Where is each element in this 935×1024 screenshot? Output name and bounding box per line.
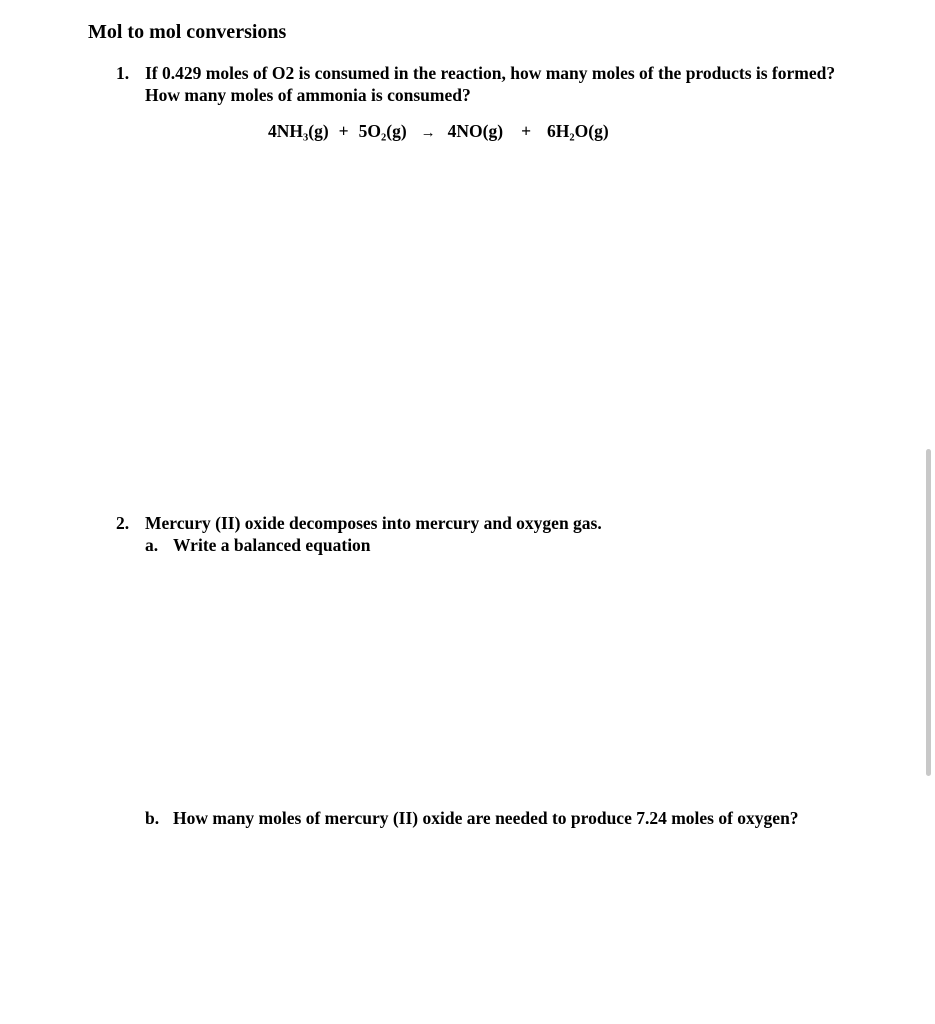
part-a-text: Write a balanced equation xyxy=(173,535,371,555)
equation-plus-sign: + xyxy=(521,121,532,141)
reaction-arrow-icon: → xyxy=(420,125,436,141)
part-b-label: b. xyxy=(145,808,160,828)
question-2-part-b xyxy=(145,807,805,829)
page-title: Mol to mol conversions xyxy=(88,21,287,43)
equation-plus-sign: + xyxy=(338,121,349,141)
vertical-scrollbar[interactable] xyxy=(926,449,931,776)
question-2 xyxy=(116,512,836,534)
question-2-number: 2. xyxy=(116,513,130,533)
question-1 xyxy=(116,62,836,106)
question-1-text: If 0.429 moles of O2 is consumed in the reaction, how many moles of the products is formed? How many moles of ammonia is consumed? xyxy=(145,63,836,105)
question-2-part-a xyxy=(145,534,371,556)
part-b-text: How many moles of mercury (II) oxide are needed to produce 7.24 moles of oxygen? xyxy=(173,808,799,828)
chemical-equation xyxy=(268,121,609,142)
equation-reactant-oxygen: 5O₂(g) xyxy=(358,121,407,141)
question-2-text: Mercury (II) oxide decomposes into mercury and oxygen gas. xyxy=(145,513,602,533)
part-a-label: a. xyxy=(145,535,159,555)
equation-reactant-ammonia: 4NH₃(g) xyxy=(268,121,329,141)
question-1-number: 1. xyxy=(116,63,130,83)
equation-product-nitric-oxide: 4NO(g) xyxy=(447,121,504,141)
equation-product-water: 6H₂O(g) xyxy=(547,121,609,141)
